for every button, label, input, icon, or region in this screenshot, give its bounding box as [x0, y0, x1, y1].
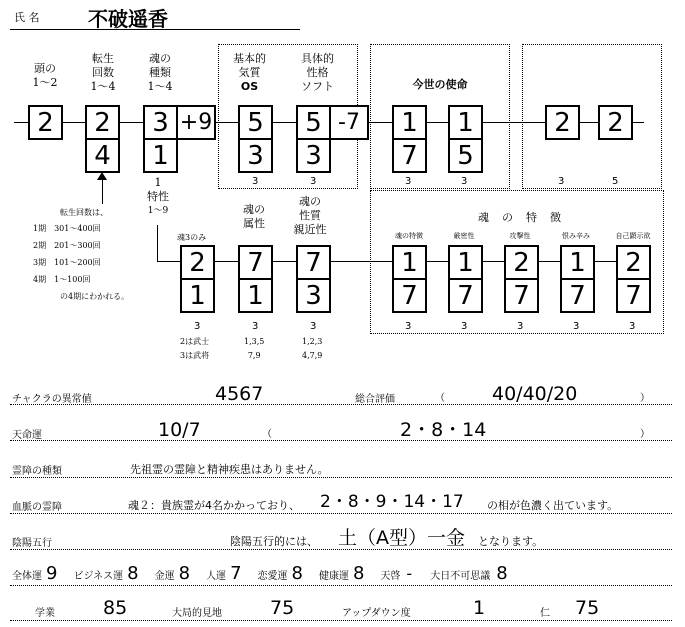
- row-line-4: [10, 513, 672, 514]
- arrow-up-icon: [97, 172, 107, 180]
- trait-label-5: 自己顕示欲: [615, 232, 651, 240]
- trait4-box-top: 1: [560, 245, 595, 280]
- trait5-box-bottom: 7: [616, 278, 651, 313]
- below-specific: 3: [310, 176, 317, 187]
- frame-mission: [370, 44, 510, 189]
- below-trait2: 3: [461, 321, 468, 332]
- below-trait1: 3: [405, 321, 412, 332]
- jin-label: 仁: [540, 608, 550, 619]
- fate-nums: 2・8・14: [400, 419, 487, 441]
- luck-value-4: 7: [230, 563, 242, 584]
- yin-post: となります。: [478, 535, 544, 548]
- below-attr: 3: [252, 321, 259, 332]
- label-nature: 魂の 性質 親近性: [293, 195, 327, 236]
- soul-type-box-bottom: 1: [143, 138, 178, 173]
- row-line-1: [10, 404, 672, 405]
- overall-value: 40/40/20: [492, 383, 578, 405]
- luck-label-4: 人運: [206, 571, 227, 582]
- study-label: 学業: [35, 608, 55, 619]
- rebirth-note-footer: の4期にわかれる。: [60, 292, 130, 301]
- basic-box-bottom: 3: [238, 138, 273, 173]
- trait3-box-bottom: 7: [504, 278, 539, 313]
- plus-box: +9: [176, 105, 216, 140]
- overall-label: 総合評価: [355, 394, 395, 405]
- mission2-box-top: 1: [448, 105, 483, 140]
- nature-box-bottom: 3: [296, 278, 331, 313]
- trait2-box-bottom: 7: [448, 278, 483, 313]
- overall-open: （: [435, 393, 445, 404]
- trait1-box-top: 1: [392, 245, 427, 280]
- pair1-box: 2: [545, 105, 580, 140]
- trait5-box-top: 2: [616, 245, 651, 280]
- soul3-box-top: 2: [180, 245, 215, 280]
- trait-label-4: 恨み辛み: [562, 232, 590, 240]
- luck-label-8: 大日不可思議: [430, 571, 491, 582]
- trait1-box-bottom: 7: [392, 278, 427, 313]
- attr-box-bottom: 1: [238, 278, 273, 313]
- below-basic: 3: [252, 176, 259, 187]
- luck-label-3: 金運: [154, 571, 175, 582]
- luck-value-6: 8: [352, 563, 365, 584]
- soul3-box-bottom: 1: [180, 278, 215, 313]
- rebirth-note-periods: 1期 301〜400回 2期 201〜300回 3期 101〜200回 4期 1〜100回: [33, 224, 101, 284]
- luck-value-1: 9: [46, 563, 58, 584]
- mission1-box-bottom: 7: [392, 138, 427, 173]
- below-mission1: 3: [405, 176, 412, 187]
- mission2-box-bottom: 5: [448, 138, 483, 173]
- spirit-text: 先祖霊の霊障と精神疾患はありません。: [130, 463, 329, 476]
- trait-connector-vertical: [157, 225, 158, 261]
- updown-value: 1: [473, 597, 486, 619]
- spirit-label: 霊障の種類: [12, 466, 62, 477]
- trait3-box-top: 2: [504, 245, 539, 280]
- specific-box-top: 5: [296, 105, 331, 140]
- luck-label-1: 全体運: [12, 571, 42, 582]
- study-value: 85: [103, 597, 128, 619]
- soul-type-box-top: 3: [143, 105, 178, 140]
- below-trait4: 3: [573, 321, 580, 332]
- luck-value-7: -: [406, 564, 413, 583]
- luck-label-6: 健康運: [318, 571, 349, 582]
- jin-value: 75: [575, 597, 600, 619]
- yin-label: 陰陽五行: [12, 538, 52, 549]
- luck-value-8: 8: [496, 563, 508, 584]
- luck-label-7: 天啓: [380, 571, 401, 582]
- fate-close: ）: [640, 429, 650, 440]
- fate-label: 天命運: [12, 430, 42, 441]
- trait-label-1: 魂の特徴: [395, 232, 423, 240]
- row-line-2: [10, 440, 672, 441]
- rebirth-note-title: 転生回数は、: [60, 208, 108, 217]
- below-mission2: 3: [461, 176, 468, 187]
- frame-pair: [522, 44, 662, 189]
- trait4-box-bottom: 7: [560, 278, 595, 313]
- name-label: 氏 名: [14, 11, 40, 24]
- luck-value-2: 8: [127, 563, 139, 584]
- luck-label-2: ビジネス運: [73, 571, 124, 582]
- below-trait3: 3: [517, 321, 524, 332]
- row-line-6: [10, 585, 672, 586]
- trait-label-2: 厳密性: [453, 232, 475, 240]
- label-attr: 魂の 属性: [243, 203, 265, 230]
- note-attr: 1,3,5 7,9: [244, 337, 265, 360]
- label-trait: 1 特性 1〜9: [147, 176, 169, 216]
- below-pair1: 3: [558, 176, 565, 187]
- below-nature: 3: [310, 321, 317, 332]
- label-soul3: 魂3のみ: [177, 233, 207, 242]
- view-value: 75: [270, 597, 295, 619]
- yin-pre: 陰陽五行的には、: [230, 535, 318, 548]
- row-line-3: [10, 477, 672, 478]
- minus-box: -7: [329, 105, 369, 140]
- trait-label-3: 攻撃性: [509, 232, 531, 240]
- label-soul-type: 魂の 種類 1〜4: [147, 52, 173, 93]
- note-soul3: 2は武士 3は武将: [180, 337, 210, 360]
- label-mission: 今世の使命: [412, 78, 468, 91]
- name-underline: [10, 29, 300, 30]
- pair2-box: 2: [598, 105, 633, 140]
- rebirth-box-bottom: 4: [85, 138, 120, 173]
- trait2-box-top: 1: [448, 245, 483, 280]
- mission1-box-top: 1: [392, 105, 427, 140]
- label-basic: 基本的 気質 OS: [233, 52, 266, 93]
- name-value: 不破遥香: [88, 7, 168, 31]
- view-label: 大局的見地: [172, 608, 222, 619]
- row-line-7: [10, 620, 672, 621]
- rebirth-box-top: 2: [85, 105, 120, 140]
- luck-value-3: 8: [178, 563, 191, 584]
- chakra-label: チャクラの異常値: [12, 394, 92, 405]
- chakra-value: 4567: [215, 383, 264, 405]
- overall-close: ）: [640, 393, 650, 404]
- note-nature: 1,2,3 4,7,9: [302, 337, 323, 360]
- fate-value: 10/7: [158, 419, 201, 441]
- row-line-5: [10, 549, 672, 550]
- attr-box-top: 7: [238, 245, 273, 280]
- updown-label: アップダウン度: [342, 608, 411, 619]
- luck-value-5: 8: [291, 563, 303, 584]
- below-trait5: 3: [629, 321, 636, 332]
- blood-post: の相が色濃く出ています。: [487, 499, 619, 512]
- label-specific: 具体的 性格 ソフト: [301, 52, 334, 93]
- label-rebirth: 転生 回数 1〜4: [90, 52, 116, 93]
- fate-open: （: [262, 429, 272, 440]
- blood-nums: 2・8・9・14・17: [320, 492, 464, 512]
- rebirth-arrow-line: [102, 178, 103, 204]
- below-pair2: 5: [612, 176, 619, 187]
- blood-label: 血脈の霊障: [12, 502, 62, 513]
- specific-box-bottom: 3: [296, 138, 331, 173]
- soul-traits-title: 魂 の 特 徴: [478, 211, 562, 224]
- label-head: 頭の 1〜2: [32, 62, 58, 89]
- luck-row: [12, 563, 680, 584]
- nature-box-top: 7: [296, 245, 331, 280]
- yin-value: 土（A型）一金: [338, 527, 465, 549]
- basic-box-top: 5: [238, 105, 273, 140]
- head-box: 2: [28, 105, 63, 140]
- below-soul3: 3: [194, 321, 201, 332]
- blood-pre: 魂２：貴族霊が4名かかっており、: [128, 499, 300, 512]
- luck-label-5: 恋愛運: [257, 571, 288, 582]
